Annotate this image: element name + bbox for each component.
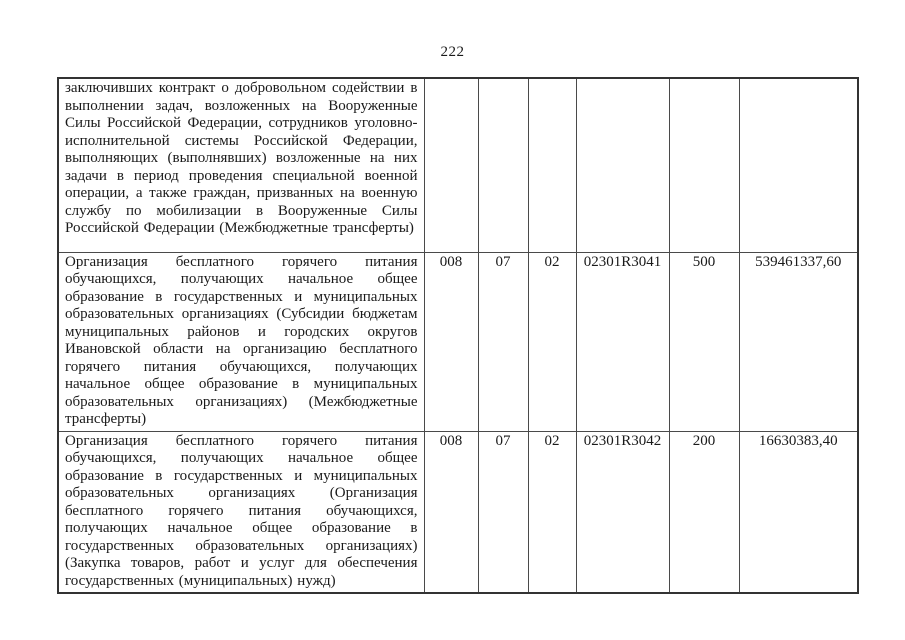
cell-description: Организация бесплатного горячего питания обучающихся, получающих начальное общее образование в государственных и муниципальных образовательных организациях (Субсидии бюджетам муниципальных районов и городских округов Ивановской области на организацию бесплатного горячего питания обучающихся, получающих начальное общее образование в муниципальных образовательных организациях) (Межбюджетные трансферты)	[58, 252, 424, 431]
cell-target-article-code: 02301R3042	[576, 431, 669, 593]
table-row	[58, 431, 858, 593]
cell-amount: 16630383,40	[739, 431, 858, 593]
cell-grbs-code: 008	[424, 252, 478, 431]
cell-target-article-code: 02301R3041	[576, 252, 669, 431]
cell-amount: 539461337,60	[739, 252, 858, 431]
budget-appropriations-table	[57, 77, 859, 594]
cell-target-article-code	[576, 78, 669, 252]
table-row	[58, 78, 858, 252]
cell-subsection-code: 02	[528, 252, 576, 431]
cell-grbs-code	[424, 78, 478, 252]
cell-subsection-code	[528, 78, 576, 252]
cell-expense-type-code: 200	[669, 431, 739, 593]
table-row	[58, 252, 858, 431]
cell-description: Организация бесплатного горячего питания обучающихся, получающих начальное общее образование в государственных и муниципальных образовательных организациях (Организация бесплатного горячего питания обучающихся, получающих начальное общее образование в государственных образовательных организациях) (Закупка товаров, работ и услуг для обеспечения государственных (муниципальных) нужд)	[58, 431, 424, 593]
cell-grbs-code: 008	[424, 431, 478, 593]
page-number: 222	[440, 44, 465, 60]
cell-section-code: 07	[478, 252, 528, 431]
cell-subsection-code: 02	[528, 431, 576, 593]
cell-expense-type-code	[669, 78, 739, 252]
cell-amount	[739, 78, 858, 252]
cell-section-code	[478, 78, 528, 252]
cell-section-code: 07	[478, 431, 528, 593]
cell-expense-type-code: 500	[669, 252, 739, 431]
cell-description: заключивших контракт о добровольном содействии в выполнении задач, возложенных на Вооруженные Силы Российской Федерации, сотрудников уголовно-исполнительной системы Российской Федерации, выполняющих (выполнявших) возложенные на них задачи в период проведения специальной военной операции, а также граждан, призванных на военную службу по мобилизации в Вооруженные Силы Российской Федерации (Межбюджетные трансферты)	[58, 78, 424, 252]
